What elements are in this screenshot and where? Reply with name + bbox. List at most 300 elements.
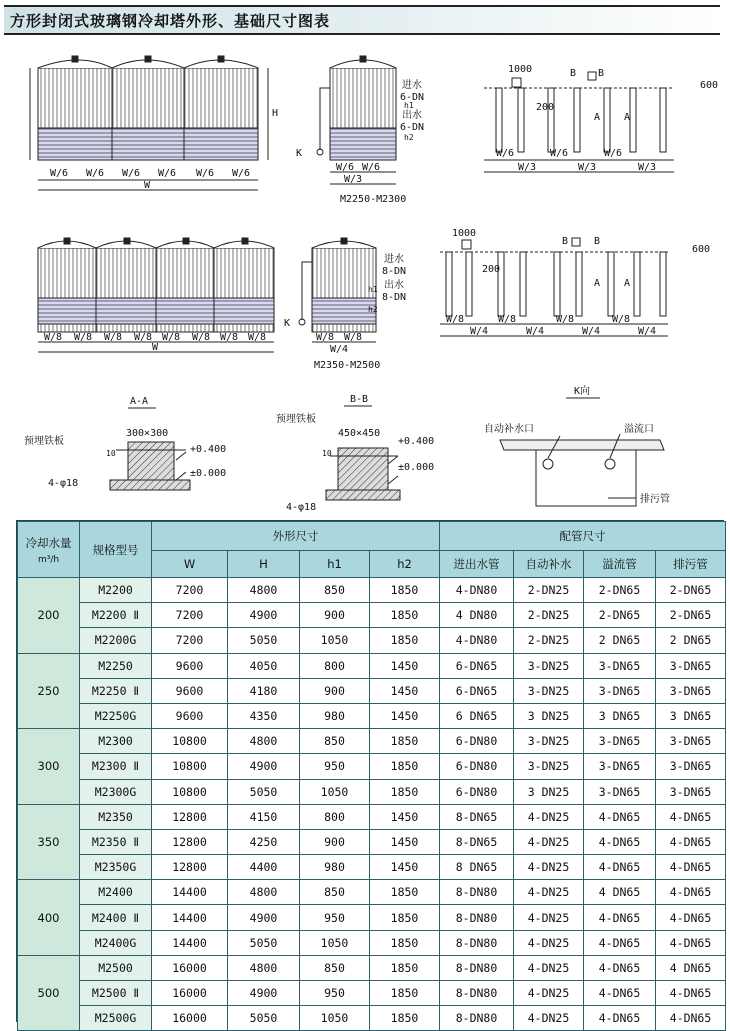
cell-makeup: 2-DN25	[514, 603, 584, 628]
cell-makeup: 4-DN25	[514, 804, 584, 829]
header-h2: h2	[370, 551, 440, 578]
elevation-4-cell-labels	[44, 332, 266, 353]
foundation-pad-middle-1	[446, 252, 452, 316]
model-cell: M2250 Ⅱ	[80, 678, 152, 703]
cell-drain: 4 DN65	[656, 955, 726, 980]
cell-makeup: 4-DN25	[514, 905, 584, 930]
cell-h2: 1850	[370, 628, 440, 653]
cell-h1: 900	[300, 603, 370, 628]
cell-h2: 1850	[370, 905, 440, 930]
label-bolts-b: 4-φ18	[286, 502, 317, 513]
cell-drain: 2 DN65	[656, 628, 726, 653]
cell-h2: 1450	[370, 804, 440, 829]
label-outlet-b: 出水	[384, 280, 404, 291]
label-w6-d: W/6	[158, 168, 177, 179]
table-row	[18, 729, 726, 754]
label-k-b: K	[284, 318, 291, 329]
flow-cell: 500	[18, 955, 80, 1031]
header-overflow: 溢流管	[584, 551, 656, 578]
table-row	[18, 628, 726, 653]
cell-makeup: 4-DN25	[514, 930, 584, 955]
cell-overflow: 4-DN65	[584, 1006, 656, 1031]
table-row	[18, 880, 726, 905]
cell-w: 7200	[152, 578, 228, 603]
cell-inout: 6-DN65	[440, 653, 514, 678]
section-bb	[326, 406, 400, 500]
cell-overflow: 3-DN65	[584, 754, 656, 779]
label-w: W	[144, 180, 151, 191]
label-section-aa: A-A	[130, 396, 149, 407]
cell-makeup: 4-DN25	[514, 855, 584, 880]
cell-w: 14400	[152, 905, 228, 930]
cell-overflow: 4-DN65	[584, 981, 656, 1006]
label-h1-a: h1	[404, 101, 414, 110]
label-b-b: B	[598, 68, 605, 79]
cell-inout: 6-DN80	[440, 729, 514, 754]
cell-makeup: 2-DN25	[514, 628, 584, 653]
cell-h1: 1050	[300, 628, 370, 653]
cell-inout: 6 DN65	[440, 703, 514, 728]
label-w3-side: W/3	[344, 174, 363, 185]
cell-h1: 1050	[300, 930, 370, 955]
header-flow	[18, 522, 80, 578]
foundation-pad-middle-3	[498, 252, 504, 316]
label-10-b: 10	[322, 449, 332, 458]
cell-makeup: 3 DN25	[514, 703, 584, 728]
cell-h2: 1850	[370, 880, 440, 905]
label-bolts-a: 4-φ18	[48, 478, 79, 489]
cell-h: 5050	[228, 779, 300, 804]
cell-w: 14400	[152, 880, 228, 905]
model-cell: M2400	[80, 880, 152, 905]
cell-w: 14400	[152, 930, 228, 955]
cell-inout: 8-DN80	[440, 955, 514, 980]
cell-h1: 900	[300, 829, 370, 854]
cell-overflow: 4-DN65	[584, 804, 656, 829]
label-w8-side-b: W/8	[344, 332, 363, 343]
header-h: H	[228, 551, 300, 578]
label-elev-0400-a: +0.400	[190, 444, 227, 455]
cell-overflow: 2 DN65	[584, 628, 656, 653]
cell-h: 4350	[228, 703, 300, 728]
cell-h2: 1850	[370, 578, 440, 603]
cell-makeup: 3-DN25	[514, 653, 584, 678]
label-w6-f: W/6	[232, 168, 251, 179]
cell-w: 16000	[152, 981, 228, 1006]
label-w4-plan-b: W/4	[526, 326, 545, 337]
cell-h: 5050	[228, 1006, 300, 1031]
label-plate-b: 预埋铁板	[276, 414, 316, 425]
cell-inout: 8-DN80	[440, 930, 514, 955]
cell-h2: 1850	[370, 1006, 440, 1031]
label-elev-0400-b: +0.400	[398, 436, 435, 447]
foundation-pad-top-2	[518, 88, 524, 152]
label-model-range-1: M2250-M2300	[340, 194, 407, 205]
label-w-b: W	[152, 342, 159, 353]
cell-inout: 6-DN65	[440, 678, 514, 703]
cell-overflow: 3-DN65	[584, 729, 656, 754]
cell-h2: 1850	[370, 729, 440, 754]
label-w8-c: W/8	[104, 332, 123, 343]
cell-makeup: 3-DN25	[514, 754, 584, 779]
cell-h: 4900	[228, 754, 300, 779]
label-w3-plan-b: W/3	[578, 162, 597, 173]
label-a-d: A	[624, 278, 631, 289]
cell-drain: 4-DN65	[656, 880, 726, 905]
label-600-b: 600	[692, 244, 711, 255]
cell-w: 9600	[152, 678, 228, 703]
model-cell: M2400 Ⅱ	[80, 905, 152, 930]
cell-h: 5050	[228, 930, 300, 955]
cell-inout: 6-DN80	[440, 779, 514, 804]
label-450x450: 450×450	[338, 428, 381, 439]
label-w4-plan-c: W/4	[582, 326, 601, 337]
cell-w: 10800	[152, 729, 228, 754]
table-row	[18, 603, 726, 628]
cell-h2: 1450	[370, 829, 440, 854]
label-w4-side: W/4	[330, 344, 349, 355]
model-cell: M2200	[80, 578, 152, 603]
label-section-bb: B-B	[350, 394, 369, 405]
label-8dn-b: 8-DN	[382, 292, 407, 303]
cell-h: 4900	[228, 905, 300, 930]
cell-h1: 980	[300, 855, 370, 880]
label-w6-b: W/6	[86, 168, 105, 179]
label-w8-d: W/8	[134, 332, 153, 343]
label-w8-b: W/8	[74, 332, 93, 343]
section-aa-labels	[24, 396, 226, 489]
cell-inout: 6-DN80	[440, 754, 514, 779]
technical-drawing	[0, 40, 730, 518]
cell-drain: 4-DN65	[656, 981, 726, 1006]
label-inlet-a: 进水	[402, 80, 422, 91]
side-view-middle	[299, 238, 376, 342]
label-w8-plan-d: W/8	[612, 314, 631, 325]
label-w4-plan-d: W/4	[638, 326, 657, 337]
label-w8-plan-c: W/8	[556, 314, 575, 325]
cell-w: 12800	[152, 855, 228, 880]
cell-drain: 3-DN65	[656, 729, 726, 754]
flow-cell: 400	[18, 880, 80, 956]
cell-w: 12800	[152, 804, 228, 829]
cell-inout: 4-DN80	[440, 628, 514, 653]
header-inout: 进出水管	[440, 551, 514, 578]
label-1000-b: 1000	[452, 228, 477, 239]
cell-w: 16000	[152, 955, 228, 980]
cell-h2: 1850	[370, 981, 440, 1006]
cell-drain: 4-DN65	[656, 829, 726, 854]
model-cell: M2500G	[80, 1006, 152, 1031]
cell-inout: 8 DN65	[440, 855, 514, 880]
cell-makeup: 4-DN25	[514, 981, 584, 1006]
cell-h1: 850	[300, 880, 370, 905]
label-w6-a: W/6	[50, 168, 69, 179]
label-8dn-a: 8-DN	[382, 266, 407, 277]
cell-makeup: 3-DN25	[514, 729, 584, 754]
table-row	[18, 578, 726, 603]
table-row	[18, 678, 726, 703]
foundation-pad-top-3	[548, 88, 554, 152]
label-6dn-a: 6-DN	[400, 92, 425, 103]
label-b-d: B	[594, 236, 601, 247]
label-elev-0000-a: ±0.000	[190, 468, 227, 479]
cell-h2: 1850	[370, 754, 440, 779]
model-cell: M2250	[80, 653, 152, 678]
cell-h2: 1450	[370, 703, 440, 728]
model-cell: M2500	[80, 955, 152, 980]
cell-overflow: 4-DN65	[584, 855, 656, 880]
label-w6-plan-b: W/6	[550, 148, 569, 159]
side-view-top	[317, 56, 396, 184]
label-300x300: 300×300	[126, 428, 169, 439]
page-title: 方形封闭式玻璃钢冷却塔外形、基础尺寸图表	[10, 12, 331, 30]
cell-overflow: 3-DN65	[584, 678, 656, 703]
cell-h: 4800	[228, 880, 300, 905]
cell-drain: 2-DN65	[656, 578, 726, 603]
cell-w: 9600	[152, 653, 228, 678]
model-cell: M2400G	[80, 930, 152, 955]
foundation-pad-top-6	[630, 88, 636, 152]
label-w8-e: W/8	[162, 332, 181, 343]
header-makeup: 自动补水	[514, 551, 584, 578]
cell-h2: 1850	[370, 779, 440, 804]
label-w6-plan-a: W/6	[496, 148, 515, 159]
header-drain: 排污管	[656, 551, 726, 578]
table-row	[18, 754, 726, 779]
label-w4-plan-a: W/4	[470, 326, 489, 337]
cell-h1: 850	[300, 729, 370, 754]
label-w8-plan-b: W/8	[498, 314, 517, 325]
model-cell: M2300	[80, 729, 152, 754]
cell-inout: 8-DN65	[440, 804, 514, 829]
cell-drain: 4-DN65	[656, 1006, 726, 1031]
table-row	[18, 905, 726, 930]
flow-cell: 200	[18, 578, 80, 654]
cell-overflow: 2-DN65	[584, 578, 656, 603]
cell-w: 9600	[152, 703, 228, 728]
cell-h2: 1450	[370, 678, 440, 703]
cell-overflow: 4-DN65	[584, 955, 656, 980]
label-a-c: A	[594, 278, 601, 289]
foundation-bars-middle	[446, 252, 666, 316]
foundation-pad-middle-6	[576, 252, 582, 316]
cell-inout: 8-DN65	[440, 829, 514, 854]
cell-drain: 4-DN65	[656, 804, 726, 829]
model-cell: M2500 Ⅱ	[80, 981, 152, 1006]
header-h1: h1	[300, 551, 370, 578]
cell-h: 4180	[228, 678, 300, 703]
cell-h1: 850	[300, 578, 370, 603]
label-w8-h: W/8	[248, 332, 267, 343]
cell-drain: 4-DN65	[656, 855, 726, 880]
label-w8-g: W/8	[220, 332, 239, 343]
label-k-dir: K向	[574, 386, 591, 397]
header-dims-group: 外形尺寸	[152, 522, 440, 551]
foundation-bars-top	[496, 88, 666, 152]
cell-inout: 8-DN80	[440, 1006, 514, 1031]
model-cell: M2300G	[80, 779, 152, 804]
label-w8-side-a: W/8	[316, 332, 335, 343]
flow-cell: 300	[18, 729, 80, 805]
spec-table-body	[18, 578, 726, 1031]
cell-inout: 8-DN80	[440, 905, 514, 930]
cell-h1: 800	[300, 653, 370, 678]
table-row	[18, 804, 726, 829]
cell-h: 4400	[228, 855, 300, 880]
cell-w: 10800	[152, 754, 228, 779]
foundation-pad-middle-9	[660, 252, 666, 316]
cell-h1: 950	[300, 981, 370, 1006]
table-row	[18, 855, 726, 880]
cell-drain: 2-DN65	[656, 603, 726, 628]
cell-overflow: 4-DN65	[584, 829, 656, 854]
model-cell: M2350 Ⅱ	[80, 829, 152, 854]
label-k-a: K	[296, 148, 303, 159]
label-200-a: 200	[536, 102, 555, 113]
cell-h: 4900	[228, 603, 300, 628]
label-outlet-a: 出水	[402, 110, 422, 121]
label-200-b: 200	[482, 264, 501, 275]
model-cell: M2200 Ⅱ	[80, 603, 152, 628]
cell-makeup: 2-DN25	[514, 578, 584, 603]
label-model-range-2: M2350-M2500	[314, 360, 381, 371]
cell-overflow: 3-DN65	[584, 653, 656, 678]
label-w8-f: W/8	[192, 332, 211, 343]
cell-h1: 800	[300, 804, 370, 829]
cell-overflow: 4-DN65	[584, 930, 656, 955]
cell-makeup: 4-DN25	[514, 955, 584, 980]
label-b-a: B	[570, 68, 577, 79]
cell-inout: 8-DN80	[440, 981, 514, 1006]
cell-h: 4250	[228, 829, 300, 854]
table-row	[18, 981, 726, 1006]
cell-h: 4150	[228, 804, 300, 829]
cell-drain: 3-DN65	[656, 653, 726, 678]
k-view	[500, 398, 664, 506]
label-auto-makeup: 自动补水口	[484, 424, 534, 435]
label-overflow-port: 溢流口	[624, 424, 654, 435]
label-inlet-b: 进水	[384, 254, 404, 265]
header-flow-label: 冷却水量	[25, 535, 72, 550]
cell-h1: 900	[300, 678, 370, 703]
foundation-pad-middle-2	[466, 252, 472, 316]
table-row	[18, 930, 726, 955]
cell-h2: 1850	[370, 603, 440, 628]
header-flow-unit: m³/h	[37, 554, 60, 565]
header-pipes-group: 配管尺寸	[440, 522, 726, 551]
cell-h: 4800	[228, 729, 300, 754]
foundation-pad-middle-7	[608, 252, 614, 316]
label-a-b: A	[624, 112, 631, 123]
table-row	[18, 955, 726, 980]
cell-drain: 3-DN65	[656, 678, 726, 703]
cell-h: 4800	[228, 578, 300, 603]
label-w8-a: W/8	[44, 332, 63, 343]
cell-makeup: 4-DN25	[514, 1006, 584, 1031]
model-cell: M2200G	[80, 628, 152, 653]
label-a-a: A	[594, 112, 601, 123]
foundation-pad-top-7	[660, 88, 666, 152]
cell-h: 4900	[228, 981, 300, 1006]
model-cell: M2350G	[80, 855, 152, 880]
cell-h: 4800	[228, 955, 300, 980]
flow-cell: 250	[18, 653, 80, 729]
label-elev-0000-b: ±0.000	[398, 462, 435, 473]
cell-inout: 4 DN80	[440, 603, 514, 628]
label-h: H	[272, 108, 279, 119]
spec-table-wrapper	[16, 520, 724, 1026]
cell-overflow: 3-DN65	[584, 779, 656, 804]
cell-drain: 3 DN65	[656, 703, 726, 728]
header-w: W	[152, 551, 228, 578]
cell-h2: 1450	[370, 855, 440, 880]
table-row	[18, 779, 726, 804]
cell-h1: 1050	[300, 779, 370, 804]
table-row	[18, 829, 726, 854]
foundation-pad-top-5	[604, 88, 610, 152]
cell-drain: 4-DN65	[656, 905, 726, 930]
cell-makeup: 4-DN25	[514, 829, 584, 854]
foundation-pad-middle-5	[554, 252, 560, 316]
cell-inout: 8-DN80	[440, 880, 514, 905]
label-w6-e: W/6	[196, 168, 215, 179]
cell-makeup: 3-DN25	[514, 678, 584, 703]
label-b-c: B	[562, 236, 569, 247]
cell-h2: 1850	[370, 955, 440, 980]
header-model: 规格型号	[80, 522, 152, 578]
label-h2-b: h2	[368, 305, 378, 314]
foundation-pad-top-4	[574, 88, 580, 152]
cell-inout: 4-DN80	[440, 578, 514, 603]
label-600-a: 600	[700, 80, 719, 91]
flow-cell: 350	[18, 804, 80, 880]
cell-w: 16000	[152, 1006, 228, 1031]
cell-w: 12800	[152, 829, 228, 854]
cell-drain: 4-DN65	[656, 930, 726, 955]
cell-h1: 980	[300, 703, 370, 728]
table-row	[18, 653, 726, 678]
section-aa	[110, 408, 190, 490]
label-w6-side-b: W/6	[362, 162, 381, 173]
cell-h2: 1450	[370, 653, 440, 678]
label-w6-c: W/6	[122, 168, 141, 179]
cell-overflow: 3 DN65	[584, 703, 656, 728]
cell-w: 7200	[152, 628, 228, 653]
cell-overflow: 4-DN65	[584, 905, 656, 930]
cell-w: 7200	[152, 603, 228, 628]
label-w6-side-a: W/6	[336, 162, 355, 173]
label-10-a: 10	[106, 449, 116, 458]
title-bar	[4, 5, 720, 35]
foundation-pad-top-1	[496, 88, 502, 152]
cell-drain: 3-DN65	[656, 754, 726, 779]
label-w3-plan-c: W/3	[638, 162, 657, 173]
label-h1-b: h1	[368, 285, 378, 294]
label-drain-pipe: 排污管	[640, 494, 670, 505]
cell-makeup: 4-DN25	[514, 880, 584, 905]
cell-h: 5050	[228, 628, 300, 653]
foundation-pad-middle-8	[634, 252, 640, 316]
spec-table	[17, 521, 726, 1031]
cell-overflow: 4 DN65	[584, 880, 656, 905]
cell-h1: 850	[300, 955, 370, 980]
cell-makeup: 3 DN25	[514, 779, 584, 804]
label-w8-plan-a: W/8	[446, 314, 465, 325]
model-cell: M2300 Ⅱ	[80, 754, 152, 779]
table-row	[18, 703, 726, 728]
model-cell: M2350	[80, 804, 152, 829]
cell-w: 10800	[152, 779, 228, 804]
